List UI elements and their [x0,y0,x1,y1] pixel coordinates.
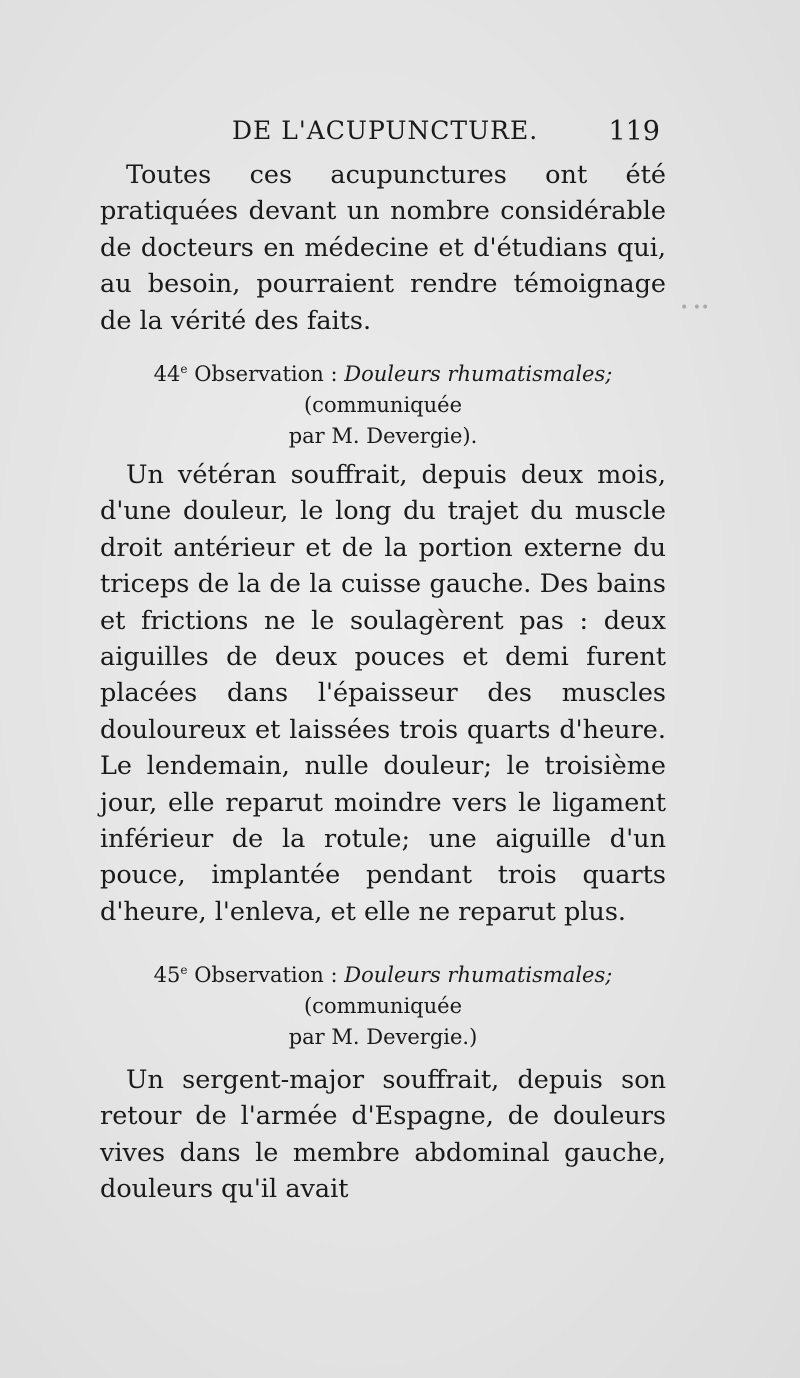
observation-label: Observation : [194,963,338,987]
page-number: 119 [608,116,660,147]
observation-45-heading [100,955,666,1053]
observation-heading-line-1 [100,955,666,1022]
observation-number: 45e [153,963,188,987]
observation-heading-line-2: par M. Devergie). [288,424,478,448]
paragraph-3: Un sergent-major souffrait, depuis son retour de l'armée d'Espagne, de douleurs vives dans le membre abdominal gauche, douleurs qu'il avait [100,1065,666,1205]
observation-number: 44e [153,362,188,386]
observation-heading-line-1 [100,354,666,421]
observation-attribution: (communiquée [303,994,462,1018]
observation-heading-line-2: par M. Devergie.) [288,1025,478,1049]
running-title: DE L'ACUPUNCTURE. [232,116,539,145]
observation-title: Douleurs rhumatismales; [344,963,613,987]
bleed-through-mark: • •• [680,300,710,316]
paragraph-1: Toutes ces acupunctures ont été pratiquées devant un nombre considérable de docteurs en médecine et d'étudians qui, au besoin, pourraient rendre témoignage de la vérité des faits. [100,160,666,336]
observation-44-heading [100,354,666,452]
running-head [100,116,660,152]
observation-attribution: (communiquée [303,393,462,417]
paragraph-2: Un vétéran souffrait, depuis deux mois, d'une douleur, le long du trajet du muscle droit antérieur et de la portion externe du triceps de la de la cuisse gauche. Des bains et frictions ne le soulagèrent pas : deux aiguilles de deux pouces et demi furent placées dans l'épaisseur des muscles douloureux et laissées trois quarts d'heure. Le lendemain, nulle douleur; le troisième jour, elle reparut moindre vers le ligament inférieur de la rotule; une aiguille d'un pouce, implantée pendant trois quarts d'heure, l'enleva, et elle ne reparut plus. [100,460,666,927]
observation-title: Douleurs rhumatismales; [344,362,613,386]
observation-label: Observation : [194,362,338,386]
